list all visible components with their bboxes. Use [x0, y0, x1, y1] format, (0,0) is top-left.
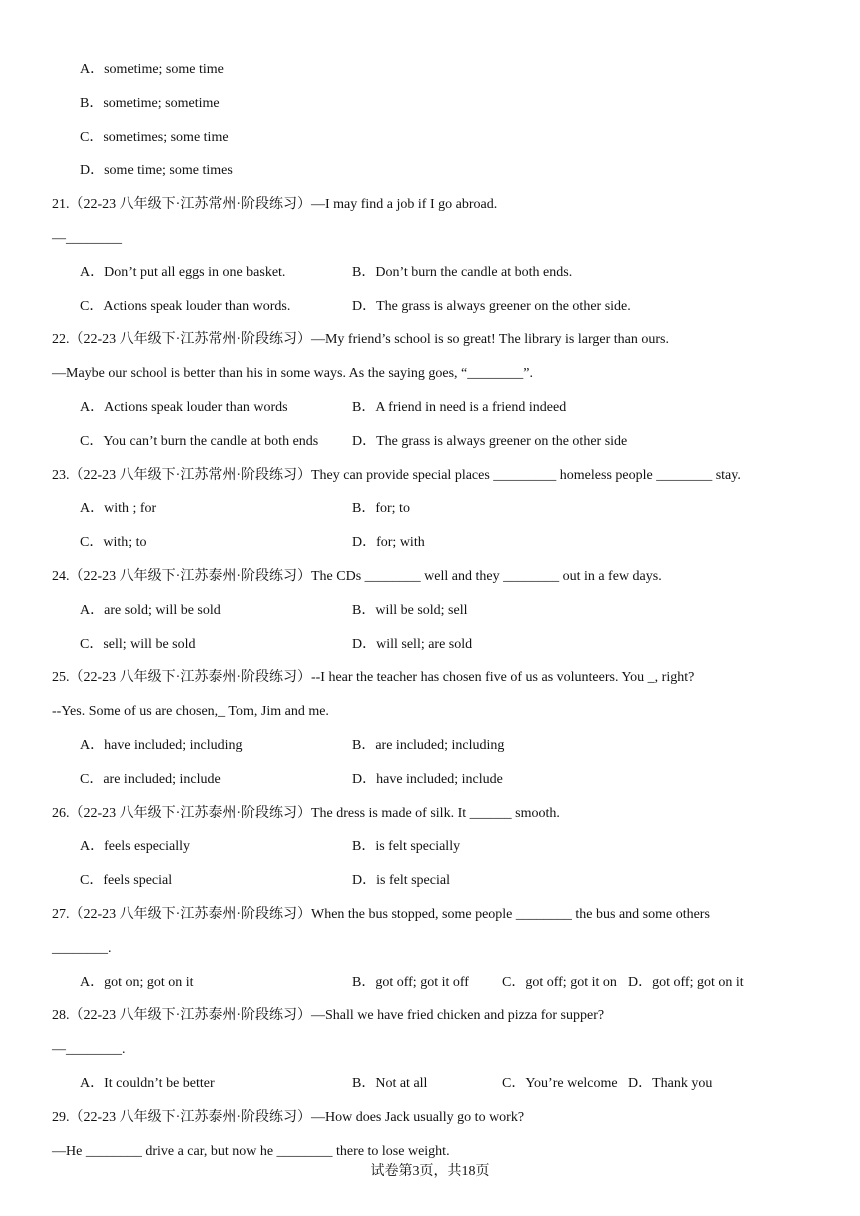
option-b: B．will be sold; sell	[352, 603, 468, 618]
question-29-line2: —He ________ drive a car, but now he ________ there to lose weight.	[52, 1144, 450, 1159]
option-d: D．have included; include	[352, 772, 503, 787]
question-26: 26.（22-23 八年级下·江苏泰州·阶段练习）The dress is made of silk. It ______ smooth.	[52, 806, 560, 821]
option-a: A．sometime; some time	[80, 62, 224, 77]
option-d: D．will sell; are sold	[352, 637, 473, 652]
option-c: C．got off; got it on	[502, 975, 617, 990]
question-24: 24.（22-23 八年级下·江苏泰州·阶段练习）The CDs ________ well and they ________ out in a few days.	[52, 569, 662, 584]
option-c: C．feels special	[80, 873, 173, 888]
option-a: A．with ; for	[80, 501, 157, 516]
question-28: 28.（22-23 八年级下·江苏泰州·阶段练习）—Shall we have fried chicken and pizza for supper?	[52, 1008, 605, 1023]
question-25: 25.（22-23 八年级下·江苏泰州·阶段练习）--I hear the teacher has chosen five of us as volunteers. You _, right?	[52, 670, 695, 685]
option-b: B．got off; got it off	[352, 975, 469, 990]
option-b: B．Not at all	[352, 1076, 428, 1091]
option-b: B．are included; including	[352, 738, 505, 753]
option-c: C．You’re welcome	[502, 1076, 618, 1091]
option-d: D．is felt special	[352, 873, 450, 888]
option-c: C．sell; will be sold	[80, 637, 196, 652]
option-d: D．Thank you	[628, 1076, 713, 1091]
question-22: 22.（22-23 八年级下·江苏常州·阶段练习）—My friend’s school is so great! The library is larger than ours.	[52, 332, 669, 347]
option-d: D．got off; got on it	[628, 975, 744, 990]
option-b: B．for; to	[352, 501, 410, 516]
option-a: A．Don’t put all eggs in one basket.	[80, 265, 286, 280]
option-d: D．some time; some times	[80, 163, 233, 178]
option-d: D．The grass is always greener on the other side.	[352, 299, 631, 314]
option-d: D．for; with	[352, 535, 425, 550]
option-b: B．is felt specially	[352, 839, 461, 854]
question-29: 29.（22-23 八年级下·江苏泰州·阶段练习）—How does Jack usually go to work?	[52, 1110, 525, 1125]
option-d: D．The grass is always greener on the other side	[352, 434, 628, 449]
page-footer: 试卷第3页，共18页	[370, 1164, 490, 1179]
question-27-line2: ________.	[52, 941, 112, 956]
question-27: 27.（22-23 八年级下·江苏泰州·阶段练习）When the bus stopped, some people ________ the bus and some others	[52, 907, 710, 922]
option-b: B．A friend in need is a friend indeed	[352, 400, 567, 415]
question-25-line2: --Yes. Some of us are chosen,_ Tom, Jim and me.	[52, 704, 329, 719]
option-a: A．are sold; will be sold	[80, 603, 221, 618]
option-a: A．Actions speak louder than words	[80, 400, 288, 415]
option-c: C．You can’t burn the candle at both ends	[80, 434, 319, 449]
option-b: B．sometime; sometime	[80, 96, 220, 111]
option-a: A．It couldn’t be better	[80, 1076, 215, 1091]
question-22-line2: —Maybe our school is better than his in some ways. As the saying goes, “________”.	[52, 366, 533, 381]
option-a: A．have included; including	[80, 738, 243, 753]
option-c: C．sometimes; some time	[80, 130, 229, 145]
option-a: A．feels especially	[80, 839, 191, 854]
question-23: 23.（22-23 八年级下·江苏常州·阶段练习）They can provide special places _________ homeless people ________ stay.	[52, 468, 741, 483]
option-c: C．Actions speak louder than words.	[80, 299, 291, 314]
option-b: B．Don’t burn the candle at both ends.	[352, 265, 573, 280]
option-a: A．got on; got on it	[80, 975, 194, 990]
question-28-blank: —________.	[52, 1042, 126, 1057]
option-c: C．with; to	[80, 535, 147, 550]
question-21: 21.（22-23 八年级下·江苏常州·阶段练习）—I may find a job if I go abroad.	[52, 197, 498, 212]
question-21-blank: —________	[52, 231, 122, 246]
option-c: C．are included; include	[80, 772, 221, 787]
